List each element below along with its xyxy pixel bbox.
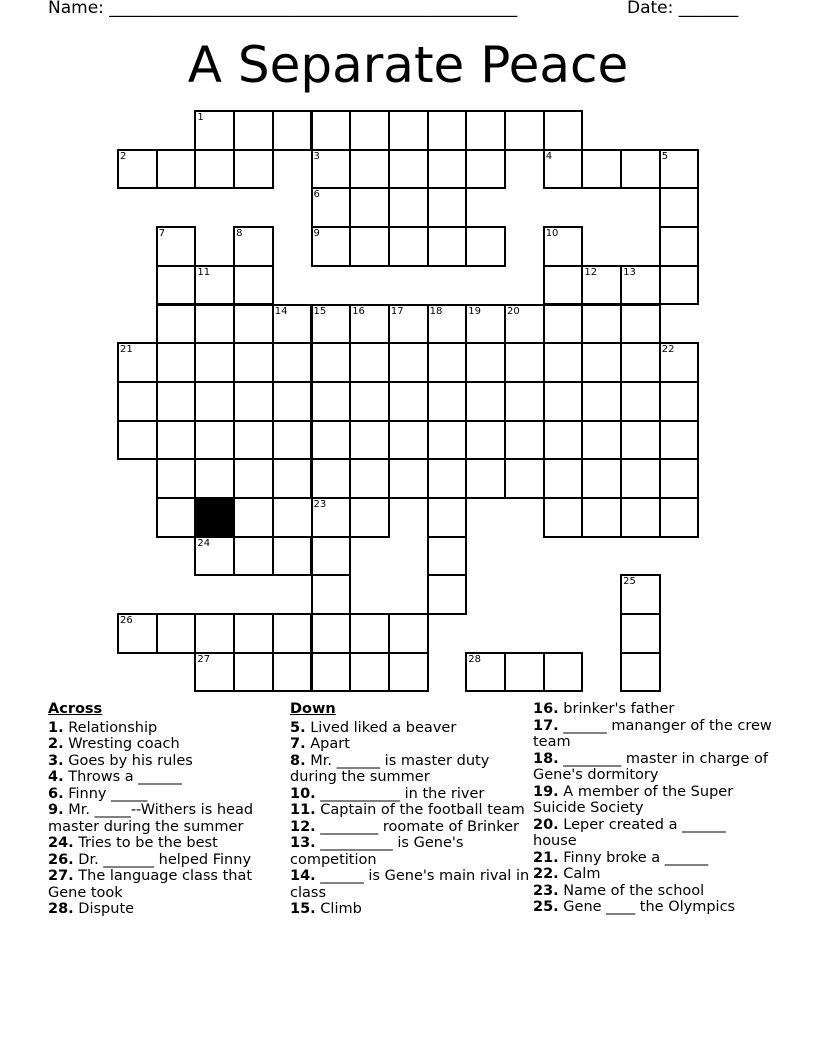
grid-cell[interactable] [117,420,158,461]
grid-cell[interactable] [388,110,429,151]
grid-cell[interactable] [465,420,506,461]
grid-cell[interactable] [272,613,313,654]
grid-cell[interactable] [620,458,661,499]
grid-cell[interactable] [543,420,584,461]
grid-cell[interactable] [349,226,390,267]
clue-item-text: ___________ in the river [315,785,485,802]
grid-cell[interactable] [427,381,468,422]
clue-item-number: 8. [290,752,306,769]
grid-cell[interactable] [349,420,390,461]
clue-number: 4 [545,150,553,162]
grid-cell[interactable] [194,536,235,577]
grid-cell[interactable] [543,652,584,693]
grid-cell[interactable] [581,304,622,345]
clue-item-number: 25. [533,899,559,915]
clue-number: 6 [313,189,320,201]
grid-cell[interactable] [156,304,197,345]
clue-number: 21 [120,344,133,356]
grid-cell[interactable] [349,304,390,345]
grid-cell[interactable] [504,652,545,693]
grid-cell[interactable] [194,420,235,461]
clue-item-text: Relationship [63,719,158,736]
clue-number: 24 [197,537,211,549]
grid-cell[interactable] [388,342,429,383]
grid-cell[interactable] [504,110,545,151]
grid-cell[interactable] [388,613,429,654]
clue-item-number: 17. [533,717,559,734]
clue-item-text: Mr. ______ is master duty during the summer [290,752,490,785]
grid-cell[interactable] [620,420,661,461]
grid-cell[interactable] [194,110,235,151]
clue-item [48,753,288,770]
clue-item-text: Lived liked a beaver [305,719,457,736]
name-line: Name: ________________________________________________ [48,0,518,18]
grid-cell[interactable] [620,381,661,422]
clue-item [533,701,773,718]
grid-cell[interactable] [194,381,235,422]
clue-number: 13 [623,266,636,278]
clue-item-number: 15. [290,901,316,917]
clue-item-text: brinker's father [558,701,675,717]
clue-item [290,736,530,753]
grid-cell[interactable] [659,226,700,267]
clue-item [290,720,530,737]
grid-cell[interactable] [311,536,352,577]
clue-number: 5 [661,150,669,162]
clue-number: 20 [507,305,520,317]
grid-cell[interactable] [194,652,235,693]
clue-item-text: ______ mananger of the crew team [533,717,772,750]
clue-item [48,852,288,869]
grid-cell[interactable] [156,342,197,383]
clue-item-number: 13. [290,835,316,851]
grid-cell[interactable] [465,458,506,499]
grid-cell[interactable] [659,265,700,306]
clue-item [290,753,530,786]
grid-cell[interactable] [659,342,700,383]
clue-item-number: 16. [533,701,559,717]
clue-number: 15 [313,305,327,317]
grid-cell[interactable] [620,613,661,654]
grid-cell[interactable] [233,226,274,267]
grid-cell[interactable] [620,342,661,383]
clue-item [533,899,773,916]
clue-item-number: 18. [533,750,559,767]
grid-cell[interactable] [272,381,313,422]
clue-item-text: Dispute [73,901,135,917]
clue-number: 1 [197,112,204,123]
clue-item-number: 20. [533,816,559,833]
grid-cell[interactable] [311,342,352,383]
grid-cell[interactable] [620,652,661,693]
clue-item-number: 5. [290,719,306,736]
grid-cell[interactable] [581,342,622,383]
grid-cell[interactable] [311,420,352,461]
clue-item [290,835,530,868]
clue-item-number: 3. [48,752,64,769]
grid-cell[interactable] [388,226,429,267]
grid-cell[interactable] [427,149,468,190]
clue-item [48,835,288,852]
clue-number: 12 [584,266,598,278]
clue-item-number: 10. [290,785,316,802]
grid-cell[interactable] [272,420,313,461]
clue-item-text: Climb [315,901,362,917]
clue-item-text: ________ roomate of Brinker [315,818,519,835]
grid-cell[interactable] [659,149,700,190]
grid-cell[interactable] [659,458,700,499]
grid-cell[interactable] [311,613,352,654]
grid-cell[interactable] [194,458,235,499]
clue-number: 26 [120,615,133,627]
down-heading: Down [290,701,336,717]
grid-cell[interactable] [349,149,390,190]
clue-item-number: 9. [48,802,64,818]
clue-item-number: 21. [533,849,559,866]
clue-item-text: Throws a ______ [63,769,182,785]
grid-cell[interactable] [388,381,429,422]
grid-cell[interactable] [117,381,158,422]
grid-cell[interactable] [311,497,352,538]
grid-cell[interactable] [233,265,274,306]
grid-cell[interactable] [311,149,352,190]
grid-cell[interactable] [194,342,235,383]
grid-cell[interactable] [427,110,468,151]
clue-item-number: 7. [290,736,306,752]
clue-item-number: 2. [48,736,64,752]
clue-number: 8 [236,228,243,240]
grid-cell[interactable] [233,458,274,499]
grid-cell[interactable] [427,304,468,345]
clue-item [48,901,288,918]
puzzle-title: A Separate Peace [187,36,629,94]
grid-cell[interactable] [156,458,197,499]
grid-cell[interactable] [233,613,274,654]
grid-cell[interactable] [620,304,661,345]
clue-item [533,751,773,784]
clue-item-text: Leper created a ______ house [533,816,726,849]
grid-cell[interactable] [581,458,622,499]
grid-cell[interactable] [233,149,274,190]
grid-cell[interactable] [659,420,700,461]
grid-cell[interactable] [194,613,235,654]
clue-item [533,850,773,867]
clue-item-number: 1. [48,719,64,736]
clue-item-text: Captain of the football team [315,802,525,818]
clue-item [48,868,288,901]
grid-cell[interactable] [659,497,700,538]
grid-cell[interactable] [581,149,622,190]
grid-cell[interactable] [465,149,506,190]
clue-item-number: 4. [48,769,64,785]
clue-item [533,817,773,850]
clue-item-number: 23. [533,882,559,899]
clue-item [48,786,288,803]
clue-item [48,802,288,835]
grid-cell[interactable] [543,497,584,538]
grid-cell[interactable] [581,381,622,422]
grid-cell[interactable] [117,342,158,383]
clue-number: 22 [661,344,675,356]
clue-item-text: Calm [558,866,601,882]
grid-cell[interactable] [233,342,274,383]
grid-cell[interactable] [659,381,700,422]
clue-item-number: 27. [48,868,74,884]
grid-cell[interactable] [272,652,313,693]
grid-cell[interactable] [388,458,429,499]
grid-cell[interactable] [427,226,468,267]
grid-cell[interactable] [465,652,506,693]
clue-number: 23 [313,499,327,510]
grid-cell[interactable] [272,458,313,499]
clue-number: 10 [545,228,559,240]
clue-item-text: The language class that Gene took [48,868,253,901]
grid-cell[interactable] [504,304,545,345]
clue-item-number: 19. [533,783,559,800]
grid-cell[interactable] [465,342,506,383]
grid-cell[interactable] [194,304,235,345]
grid-cell[interactable] [427,536,468,577]
grid-cell[interactable] [233,420,274,461]
clue-item-text: Apart [305,736,350,752]
grid-cell[interactable] [543,304,584,345]
grid-cell[interactable] [311,226,352,267]
clue-item-number: 22. [533,866,559,882]
clue-item-number: 6. [48,785,64,802]
grid-cell[interactable] [659,187,700,228]
clue-item-number: 26. [48,851,74,868]
date-line: Date: _______ [627,0,739,18]
grid-cell[interactable] [427,497,468,538]
clue-item [48,736,288,753]
grid-cell[interactable] [543,110,584,151]
clue-number: 17 [390,305,404,317]
grid-cell[interactable] [272,304,313,345]
grid-cell[interactable] [117,149,158,190]
clue-item [290,868,530,901]
grid-cell[interactable] [543,342,584,383]
grid-cell[interactable] [504,342,545,383]
grid-cell[interactable] [388,149,429,190]
grid-cell[interactable] [349,652,390,693]
clue-item-number: 11. [290,802,316,818]
grid-cell[interactable] [620,265,661,306]
grid-cell[interactable] [388,304,429,345]
clue-item-text: ________ master in charge of Gene's dormitory [533,750,768,783]
clue-item-text: __________ is Gene's competition [290,835,464,868]
grid-cell[interactable] [349,381,390,422]
grid-cell[interactable] [311,381,352,422]
black-cell [194,497,235,538]
grid-cell[interactable] [233,652,274,693]
grid-cell[interactable] [156,497,197,538]
grid-cell[interactable] [349,342,390,383]
clue-item [533,784,773,817]
grid-cell[interactable] [620,149,661,190]
clue-number: 25 [623,576,636,588]
grid-cell[interactable] [233,381,274,422]
grid-cell[interactable] [543,226,584,267]
grid-cell[interactable] [581,265,622,306]
grid-cell[interactable] [543,458,584,499]
down-clues [290,701,530,918]
clue-item-text: Goes by his rules [63,752,193,769]
grid-cell[interactable] [388,187,429,228]
clue-item [290,786,530,803]
grid-cell[interactable] [620,574,661,615]
clue-item-text: Wresting coach [63,736,180,752]
clue-item-number: 12. [290,818,316,835]
grid-cell[interactable] [272,536,313,577]
grid-cell[interactable] [349,613,390,654]
clue-number: 11 [197,266,211,278]
grid-cell[interactable] [311,110,352,151]
grid-cell[interactable] [233,497,274,538]
clue-number: 28 [468,653,482,665]
grid-cell[interactable] [156,420,197,461]
clue-item [290,819,530,836]
clue-item-text: Gene ____ the Olympics [558,899,736,915]
grid-cell[interactable] [156,613,197,654]
grid-cell[interactable] [620,497,661,538]
clue-item-text: A member of the Super Suicide Society [533,783,734,816]
grid-cell[interactable] [504,420,545,461]
clue-item-text: Finny broke a ______ [558,849,709,866]
clue-number: 14 [274,305,288,317]
grid-cell[interactable] [543,149,584,190]
clue-item-text: Dr. _______ helped Finny [73,851,252,868]
grid-cell[interactable] [388,652,429,693]
clue-number: 3 [313,150,320,162]
clue-item-text: Tries to be the best [73,835,218,851]
grid-cell[interactable] [388,420,429,461]
grid-cell[interactable] [427,458,468,499]
clue-number: 18 [429,305,443,317]
clue-number: 9 [313,228,320,240]
clue-number: 16 [352,305,365,317]
grid-cell[interactable] [311,304,352,345]
grid-cell[interactable] [581,420,622,461]
grid-cell[interactable] [427,574,468,615]
clue-item-number: 28. [48,901,74,917]
clue-item [290,802,530,819]
grid-cell[interactable] [427,420,468,461]
clue-number: 2 [120,150,127,162]
clue-item [48,769,288,786]
grid-cell[interactable] [156,265,197,306]
clue-number: 19 [468,305,482,317]
grid-cell[interactable] [504,381,545,422]
down-clues-continued [533,701,773,916]
grid-cell[interactable] [194,265,235,306]
grid-cell[interactable] [427,187,468,228]
clue-item-text: Finny _____ [63,785,148,802]
grid-cell[interactable] [581,497,622,538]
grid-cell[interactable] [543,265,584,306]
grid-cell[interactable] [349,187,390,228]
grid-cell[interactable] [465,226,506,267]
clue-item [533,866,773,883]
grid-cell[interactable] [311,652,352,693]
clue-number: 7 [158,228,166,240]
grid-cell[interactable] [311,187,352,228]
clue-item-number: 24. [48,835,74,851]
clue-number: 27 [197,653,211,665]
grid-cell[interactable] [156,149,197,190]
clue-item [290,901,530,918]
clue-item-number: 14. [290,868,316,884]
grid-cell[interactable] [465,110,506,151]
grid-cell[interactable] [194,149,235,190]
grid-cell[interactable] [349,458,390,499]
clue-item [533,718,773,751]
grid-cell[interactable] [311,458,352,499]
grid-cell[interactable] [272,110,313,151]
grid-cell[interactable] [156,381,197,422]
grid-cell[interactable] [543,381,584,422]
grid-cell[interactable] [117,613,158,654]
clue-item-text: Mr. _____--Withers is head master during the summer [48,802,254,835]
clue-item-text: ______ is Gene's main rival in class [290,868,530,901]
grid-cell[interactable] [272,342,313,383]
grid-cell[interactable] [349,110,390,151]
clue-item-text: Name of the school [558,882,705,899]
across-clues [48,701,288,918]
clue-item [533,883,773,900]
grid-cell[interactable] [465,381,506,422]
grid-cell[interactable] [504,458,545,499]
grid-cell[interactable] [233,536,274,577]
clue-item [48,720,288,737]
grid-cell[interactable] [427,342,468,383]
grid-cell[interactable] [233,304,274,345]
across-heading: Across [48,701,103,717]
grid-cell[interactable] [233,110,274,151]
grid-cell[interactable] [156,226,197,267]
grid-cell[interactable] [349,497,390,538]
grid-cell[interactable] [311,574,352,615]
grid-cell[interactable] [465,304,506,345]
